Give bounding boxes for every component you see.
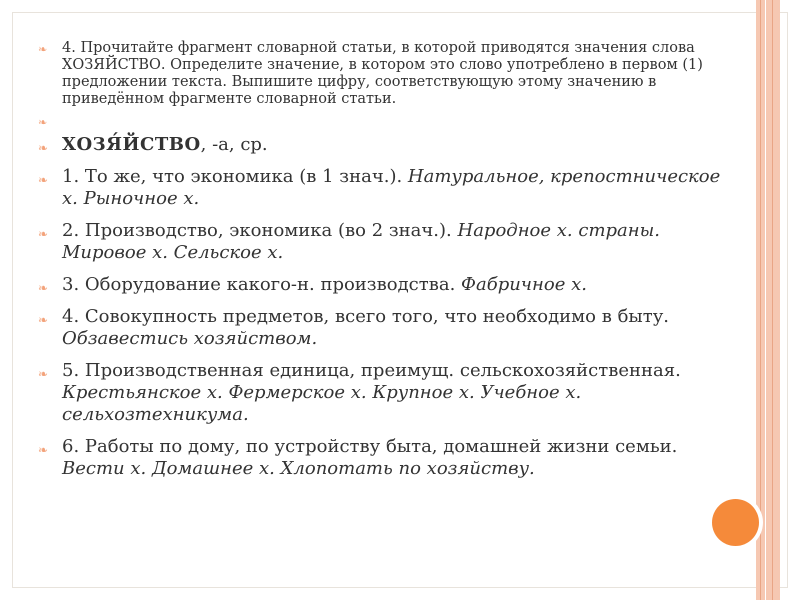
sense-example: Крестьянское х. Фермерское х. Крупное х. Учебное х. сельхозтехникума. xyxy=(62,382,582,425)
dictionary-headword-line xyxy=(36,134,736,156)
sense-definition: 2. Производство, экономика (во 2 знач.). xyxy=(62,220,458,241)
decorative-side-bar xyxy=(756,0,780,600)
sense-example: Вести х. Домашнее х. Хлопотать по хозяйству. xyxy=(62,458,535,479)
dictionary-sense xyxy=(36,360,736,426)
sense-example: Обзавестись хозяйством. xyxy=(62,328,318,349)
bullet-icon: ❧ xyxy=(38,281,49,295)
dictionary-sense xyxy=(36,436,736,480)
empty-bullet-item xyxy=(36,114,736,134)
bullet-icon: ❧ xyxy=(38,116,48,129)
bullet-icon: ❧ xyxy=(38,141,49,155)
headword-grammar: , -а, ср. xyxy=(200,134,268,155)
sense-example: Натуральное, крепостническое х. Рыночное х. xyxy=(62,166,721,209)
headword: ХОЗЯ́ЙСТВО xyxy=(62,134,201,155)
task-instruction-text: 4. Прочитайте фрагмент словарной статьи, в которой приводятся значения слова ХОЗЯЙСТВО. Определите значение, в котором это слово употреблено в первом (1) предложении текста. Выпишите цифру, соответствующую этому значению в приведённом фрагменте словарной статьи. xyxy=(62,40,703,107)
bullet-icon: ❧ xyxy=(38,173,49,187)
sense-definition: 1. То же, что экономика (в 1 знач.). xyxy=(62,166,408,187)
bullet-icon: ❧ xyxy=(38,313,49,327)
sense-definition: 3. Оборудование какого-н. производства. xyxy=(62,274,462,295)
sense-example: Народное х. страны. Мировое х. Сельское х. xyxy=(62,220,660,263)
decorative-circle xyxy=(712,499,759,546)
dictionary-sense xyxy=(36,220,736,264)
sense-definition: 4. Совокупность предметов, всего того, что необходимо в быту. xyxy=(62,306,670,327)
dictionary-sense xyxy=(36,306,736,350)
bullet-icon: ❧ xyxy=(38,43,48,56)
task-instruction xyxy=(36,40,736,108)
bullet-icon: ❧ xyxy=(38,443,49,457)
sense-definition: 5. Производственная единица, преимущ. сельскохозяйственная. xyxy=(62,360,681,381)
bullet-icon: ❧ xyxy=(38,367,49,381)
sense-definition: 6. Работы по дому, по устройству быта, домашней жизни семьи. xyxy=(62,436,678,457)
dictionary-sense xyxy=(36,274,736,296)
bullet-list xyxy=(36,40,736,480)
bullet-icon: ❧ xyxy=(38,227,49,241)
dictionary-sense xyxy=(36,166,736,210)
slide-content xyxy=(36,40,736,490)
sense-example: Фабричное х. xyxy=(461,274,587,295)
